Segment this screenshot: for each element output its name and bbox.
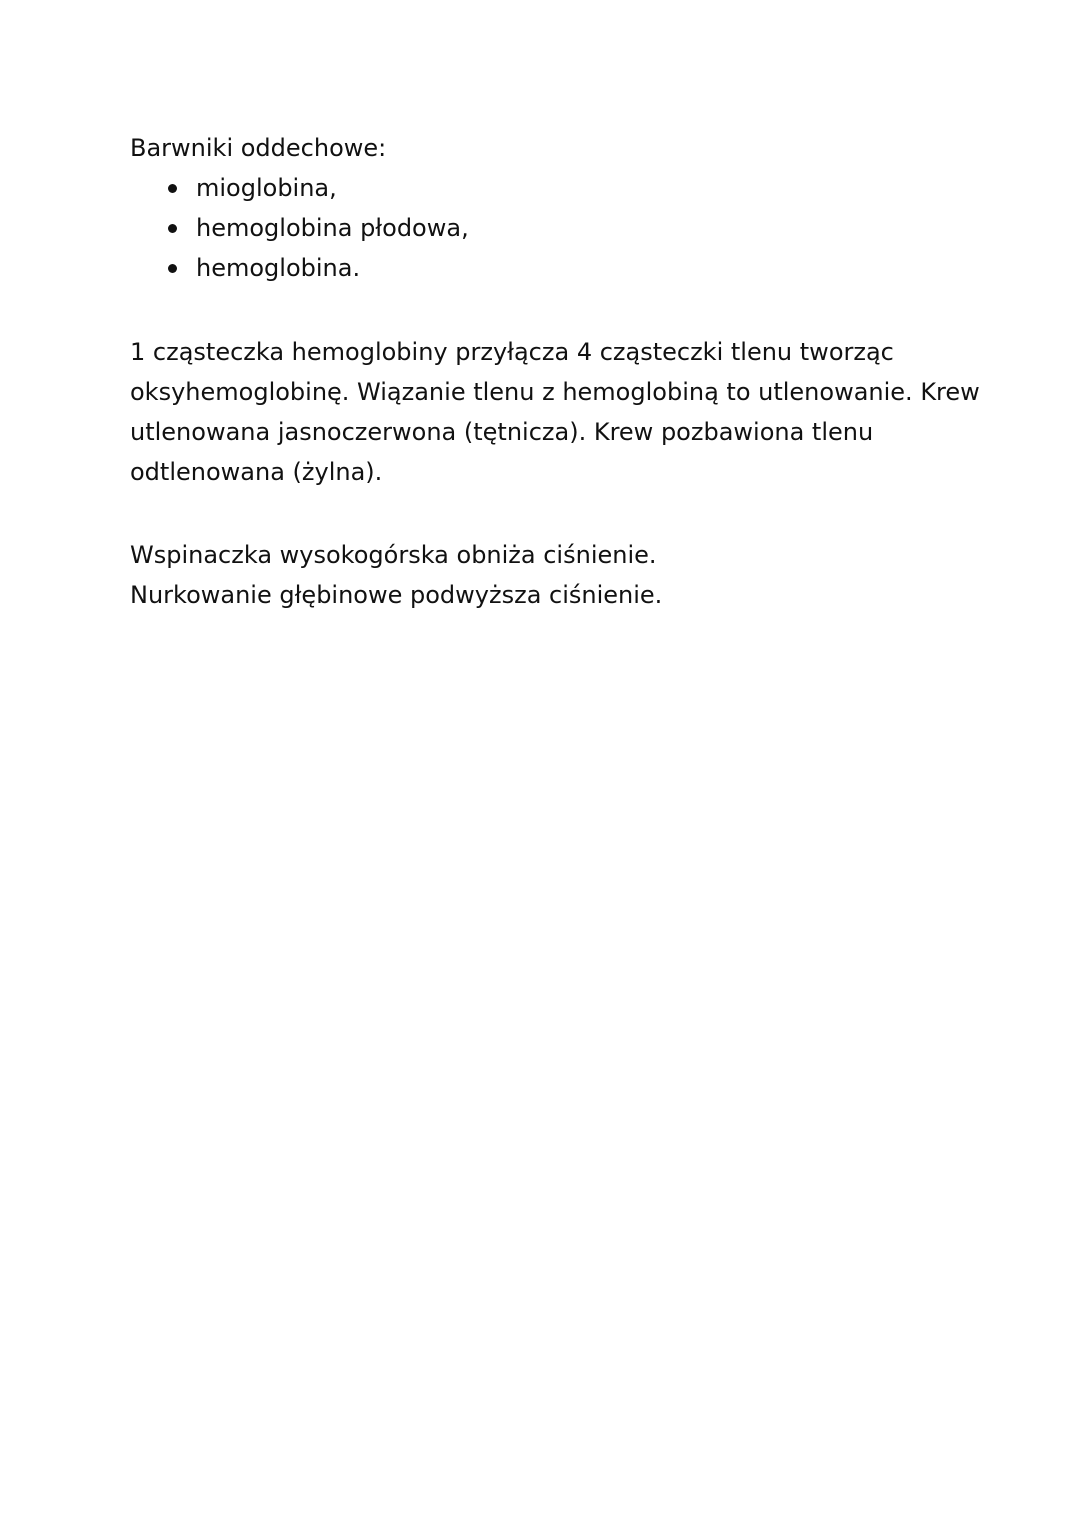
list-item-text: mioglobina,: [196, 174, 337, 202]
paragraph-line: Wspinaczka wysokogórska obniża ciśnienie.: [130, 541, 657, 569]
list-item-text: hemoglobina płodowa,: [196, 214, 469, 242]
paragraph-line: utlenowana jasnoczerwona (tętnicza). Krew pozbawiona tlenu: [130, 418, 874, 446]
paragraph-line: 1 cząsteczka hemoglobiny przyłącza 4 cząsteczki tlenu tworząc: [130, 338, 894, 366]
bullet-icon: [168, 184, 177, 193]
bullet-icon: [168, 264, 177, 273]
list-item: [130, 253, 469, 293]
paragraph-line: oksyhemoglobinę. Wiązanie tlenu z hemoglobiną to utlenowanie. Krew: [130, 378, 980, 406]
paragraph-line: Nurkowanie głębinowe podwyższa ciśnienie.: [130, 581, 663, 609]
list-item-text: hemoglobina.: [196, 254, 361, 282]
paragraph-line: odtlenowana (żylna).: [130, 458, 383, 486]
hemoglobin-paragraph: [130, 336, 990, 496]
pigment-list: [130, 173, 469, 293]
bullet-icon: [168, 224, 177, 233]
section-heading: Barwniki oddechowe:: [130, 134, 387, 162]
list-item: [130, 213, 469, 253]
list-item: [130, 173, 469, 213]
pressure-paragraph: [130, 539, 990, 619]
